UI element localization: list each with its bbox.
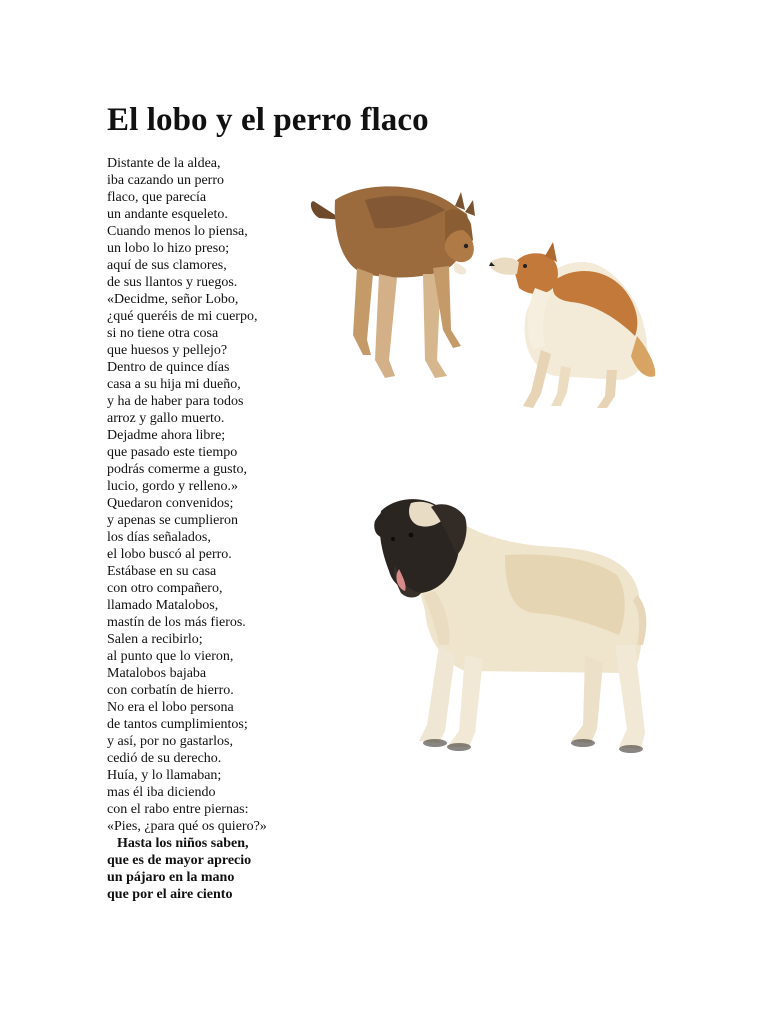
page-title: El lobo y el perro flaco (107, 102, 429, 138)
poem-line: mas él iba diciendo (107, 785, 216, 800)
poem-line: Quedaron convenidos; (107, 496, 234, 511)
poem-line: ¿qué queréis de mi cuerpo, (107, 309, 258, 324)
poem-line: casa a su hija mi dueño, (107, 377, 241, 392)
poem-line: cedió de su derecho. (107, 751, 222, 766)
poem-line: de sus llantos y ruegos. (107, 275, 238, 290)
poem-line: con el rabo entre piernas: (107, 802, 249, 817)
poem-line: mastín de los más fieros. (107, 615, 246, 630)
moral-line: que es de mayor aprecio (107, 853, 252, 868)
poem-line: que pasado este tiempo (107, 445, 238, 460)
poem-line: Matalobos bajaba (107, 666, 207, 681)
poem-line: al punto que lo vieron, (107, 649, 234, 664)
collie-figure (489, 242, 655, 408)
poem-line: Dentro de quince días (107, 360, 230, 375)
poem-line: Estábase en su casa (107, 564, 217, 579)
poem-line: «Pies, ¿para qué os quiero?» (107, 819, 267, 834)
poem-text (107, 155, 307, 903)
poem-line: arroz y gallo muerto. (107, 411, 225, 426)
poem-line: y apenas se cumplieron (107, 513, 239, 528)
poem-line: el lobo buscó al perro. (107, 547, 232, 562)
poem-line: si no tiene otra cosa (107, 326, 219, 341)
moral-line: que por el aire ciento (107, 887, 233, 902)
moral-line: un pájaro en la mano (107, 870, 235, 885)
poem-line: Salen a recibirlo; (107, 632, 203, 647)
wolf-figure (311, 186, 475, 378)
poem-line: Dejadme ahora libre; (107, 428, 226, 443)
mastiff-illustration (365, 495, 665, 770)
moral-line: Hasta los niños saben, (117, 836, 249, 851)
poem-line: un andante esqueleto. (107, 207, 228, 222)
poem-line: y así, por no gastarlos, (107, 734, 233, 749)
poem-line: Cuando menos lo piensa, (107, 224, 248, 239)
poem-line: llamado Matalobos, (107, 598, 219, 613)
poem-line: con otro compañero, (107, 581, 223, 596)
poem-line: y ha de haber para todos (107, 394, 244, 409)
poem-line: con corbatín de hierro. (107, 683, 234, 698)
poem-line: flaco, que parecía (107, 190, 207, 205)
poem-line: de tantos cumplimientos; (107, 717, 248, 732)
poem-line: podrás comerme a gusto, (107, 462, 247, 477)
mastiff-figure (374, 499, 646, 753)
wolf-and-collie-illustration (305, 170, 665, 420)
poem-line: aquí de sus clamores, (107, 258, 227, 273)
poem-line: Distante de la aldea, (107, 156, 221, 171)
poem-line: No era el lobo persona (107, 700, 234, 715)
poem-line: lucio, gordo y relleno.» (107, 479, 239, 494)
poem-line: iba cazando un perro (107, 173, 224, 188)
poem-line: los días señalados, (107, 530, 211, 545)
poem-line: un lobo lo hizo preso; (107, 241, 230, 256)
poem-line: que huesos y pellejo? (107, 343, 228, 358)
poem-line: Huía, y lo llamaban; (107, 768, 222, 783)
poem-line: «Decidme, señor Lobo, (107, 292, 239, 307)
